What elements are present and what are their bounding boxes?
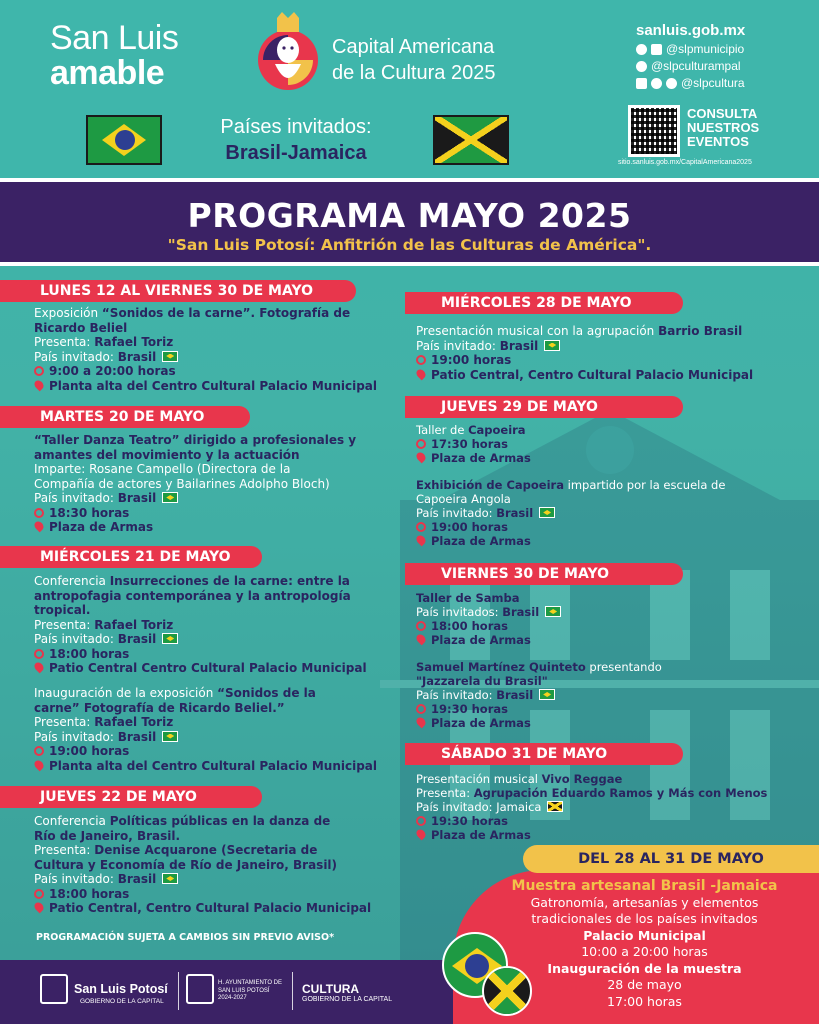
x-icon [651,44,662,55]
day-label: MARTES 20 DE MAYO [40,409,205,425]
event-place: Plaza de Armas [431,716,531,730]
event-text: Compañía de actores y Bailarines Adolpho Bloch) [34,476,330,491]
location-pin-icon [33,758,46,771]
day-label: MIÉRCOLES 21 DE MAYO [40,549,231,565]
website-link[interactable]: sanluis.gob.mx [636,22,746,39]
day-label: SÁBADO 31 DE MAYO [441,746,608,762]
country-label: País invitado: [34,491,118,505]
brazil-flag-icon [545,606,561,617]
footer-divider [178,972,179,1010]
event-place: Plaza de Armas [49,520,154,534]
location-pin-icon [33,901,46,914]
event-text: Inauguración de la exposición [34,686,218,700]
social-row-1[interactable] [636,42,744,56]
event-title: "Jazzarela du Brasil" [416,674,548,688]
event-taller-danza [34,433,356,535]
brazil-flag-icon [539,507,555,518]
event-taller-samba [416,591,561,647]
clock-icon [416,704,426,714]
emblem-icon [255,12,321,96]
feria-title: Muestra artesanal Brasil -Jamaica [511,878,778,894]
feria-desc-2: tradicionales de los países invitados [531,911,758,926]
event-time: 9:00 a 20:00 horas [49,364,176,378]
x-icon [636,78,647,89]
event-place: Plaza de Armas [431,534,531,548]
presenter-label: Presenta: [416,786,474,800]
clock-icon [34,746,44,756]
ayuntamiento-crest-icon [186,974,214,1004]
facebook-icon [636,61,647,72]
presenter-name: Cultura y Economía de Río de Janeiro, Brasil) [34,857,338,872]
event-title: “Sonidos de la carne” [101,306,251,320]
brazil-flag-icon [544,340,560,351]
day-label: JUEVES 29 DE MAYO [441,399,598,415]
footer-ayto-line1: H. AYUNTAMIENTO DE [218,980,283,986]
event-text: Presentación musical con la agrupación [416,324,659,338]
clock-icon [34,366,44,376]
country-value: Brasil [496,506,534,520]
clock-icon [416,439,426,449]
event-text: Capoeira Angola [416,492,511,506]
event-title: Políticas públicas en la danza de [109,814,331,828]
event-time: 18:00 horas [49,646,130,661]
page-title: PROGRAMA MAYO 2025 [187,196,632,235]
event-place: Plaza de Armas [431,633,531,647]
consulta-line2: NUESTROS [687,120,760,135]
brazil-flag-icon [162,351,178,362]
country-label: País invitado: [34,349,118,364]
event-text: Imparte: Rosane Campello (Directora de la [34,462,291,476]
brand-logo [50,20,200,90]
event-inauguracion-sonidos [34,686,377,773]
footer-divider [292,972,293,1010]
event-exhibicion-capoeira [416,478,725,548]
event-time: 19:00 horas [49,744,130,758]
presenter-label: Presenta: [34,715,95,729]
feria-inauguration: Inauguración de la muestra [547,960,742,976]
country-label: País invitado: [34,872,118,886]
event-place: Patio Central, Centro Cultural Palacio Municipal [49,901,372,915]
day-banner-jueves-29 [405,396,683,418]
brazil-flag-icon [162,492,178,503]
footer-ayto-line3: 2024-2027 [218,995,247,1001]
feria-date-banner: DEL 28 AL 31 DE MAYO [523,845,819,873]
event-samuel-martinez [416,660,662,730]
presenter-label: Presenta: [34,843,95,857]
country-value: Brasil [117,872,157,886]
event-text: Conferencia [34,574,110,588]
event-title: “Sonidos de la [217,686,316,700]
event-title: “Taller Danza Teatro” dirigido a profesionales y [34,433,357,447]
brazil-flag-icon [162,731,178,742]
day-label: MIÉRCOLES 28 DE MAYO [441,295,632,311]
event-text: Conferencia [34,814,110,828]
event-time: 17:30 horas [431,437,508,451]
location-pin-icon [33,520,46,533]
social-row-2[interactable] [636,59,741,73]
location-pin-icon [415,633,428,646]
event-conferencia-insurrecciones [34,574,367,676]
event-title: Barrio Brasil [658,324,743,338]
feria-hours: 10:00 a 20:00 horas [581,944,708,959]
qr-url[interactable]: sitio.sanluis.gob.mx/CapitalAmericana2025 [618,159,752,166]
country-value: Brasil [117,349,157,364]
jamaica-round-flag [482,966,532,1016]
footer-ayto-line2: SAN LUIS POTOSÍ [218,987,270,994]
footer-cultura: CULTURA [302,982,360,996]
tiktok-icon [666,78,677,89]
event-title: Insurrecciones de la carne: entre la [109,574,350,588]
day-banner-viernes-30 [405,563,683,585]
clock-icon [34,889,44,899]
day-banner-miercoles-21 [0,546,262,568]
feria-desc-1: Gatronomía, artesanías y elementos [530,894,759,910]
event-place: Planta alta del Centro Cultural Palacio Municipal [49,758,378,773]
country-value: Brasil [117,632,157,646]
brazil-flag-icon [539,689,555,700]
brazil-flag-icon [162,633,178,644]
clock-icon [34,649,44,659]
event-title: tropical. [34,603,91,617]
event-text: presentando [585,660,662,674]
header [0,0,819,178]
jamaica-flag-icon [547,801,563,812]
presenter-name: Agrupación Eduardo Ramos y Más con Menos [473,786,768,800]
location-pin-icon [415,828,428,841]
brand-bottom: amable [50,54,165,92]
feria-place: Palacio Municipal [583,927,706,943]
day-label: LUNES 12 AL VIERNES 30 DE MAYO [40,283,314,299]
country-value: Jamaica [496,800,542,814]
event-time: 19:30 horas [431,702,508,716]
presenter-label: Presenta: [34,617,95,632]
social-handle-3: @slpcultura [681,76,745,90]
capital-line1: Capital Americana [332,36,495,58]
location-pin-icon [415,534,428,547]
city-crest-icon [40,974,68,1004]
event-place: Patio Central Centro Cultural Palacio Municipal [49,661,367,675]
consulta-text [687,107,759,149]
presenter-label: Presenta: [34,335,95,349]
day-banner-jueves-22 [0,786,262,808]
presenter-name: Rafael Toriz [94,617,174,632]
event-time: 18:30 horas [49,505,130,520]
presenter-name: Rafael Toriz [94,335,174,349]
brazil-flag [86,115,162,165]
country-label: País invitado: [34,632,118,646]
event-time: 19:00 horas [431,353,512,367]
footer-slp-sub: GOBIERNO DE LA CAPITAL [80,998,164,1005]
facebook-icon [636,44,647,55]
event-barrio-brasil [416,324,753,382]
country-value: Brasil [502,605,540,619]
country-value: Brasil [496,688,534,702]
country-value: Brasil [117,729,157,744]
event-place: Plaza de Armas [431,828,531,842]
footer-slp: San Luis Potosí [74,982,168,996]
day-label: VIERNES 30 DE MAYO [441,566,610,582]
location-pin-icon [33,378,46,391]
clock-icon [416,816,426,826]
event-title: Taller de Samba [416,591,520,605]
event-title: carne” Fotografía de Ricardo Beliel.” [34,700,285,715]
guests-countries: Brasil-Jamaica [225,142,367,164]
event-place: Patio Central, Centro Cultural Palacio Municipal [431,367,754,382]
event-place: Plaza de Armas [431,451,531,465]
presenter-name: Denise Acquarone (Secretaria de [94,843,318,857]
consulta-line3: EVENTOS [687,134,749,149]
day-banner-lunes [0,280,356,302]
instagram-icon [651,78,662,89]
capital-line2: de la Cultura 2025 [332,62,496,84]
event-sonidos-exposicion [34,306,377,393]
event-conferencia-politicas [34,814,371,916]
location-pin-icon [33,661,46,674]
country-label: País invitado: [416,506,497,520]
clock-icon [416,355,426,365]
brand-top: San Luis [50,19,179,57]
event-vivo-reggae [416,772,767,842]
clock-icon [34,508,44,518]
event-taller-capoeira [416,423,531,465]
country-value: Brasil [117,491,157,505]
event-title: Vivo Reggae [541,772,623,786]
event-title: Capoeira [468,423,526,437]
brazil-flag-icon [162,873,178,884]
country-label: País invitado: [416,688,497,702]
event-title: Río de Janeiro, Brasil. [34,828,181,843]
clock-icon [416,621,426,631]
country-label: País invitado: [34,729,118,744]
feria-date: 28 de mayo [607,977,682,992]
footer-ayuntamiento [218,980,282,1003]
location-pin-icon [415,716,428,729]
consulta-line1: CONSULTA [687,106,758,121]
day-banner-martes [0,406,250,428]
country-label: País invitado: [416,800,497,814]
event-text: Exposición [34,306,102,320]
event-time: 19:30 horas [431,814,508,828]
title-band [0,178,819,266]
social-handle-2: @slpculturampal [651,59,741,73]
day-label: JUEVES 22 DE MAYO [40,789,197,805]
event-time: 18:00 horas [49,886,130,901]
location-pin-icon [415,451,428,464]
jamaica-flag [433,115,509,165]
footer-cultura-sub: GOBIERNO DE LA CAPITAL [302,996,393,1003]
capital-title [332,34,542,86]
page-subtitle: "San Luis Potosí: Anfitrión de las Culturas de América". [167,236,652,254]
event-title: amantes del movimiento y la actuación [34,447,300,462]
day-banner-miercoles-28 [405,292,683,314]
event-place: Planta alta del Centro Cultural Palacio Municipal [49,378,378,393]
event-text: Presentación musical [416,772,542,786]
event-title: Exhibición de Capoeira [416,478,564,492]
country-value: Brasil [499,338,539,353]
social-handle-1: @slpmunicipio [666,42,745,56]
location-pin-icon [415,367,428,380]
clock-icon [416,522,426,532]
country-label: País invitado: [416,338,500,353]
day-banner-sabado-31 [405,743,683,765]
event-title: antropofagia contemporánea y la antropología [34,588,351,603]
presenter-name: Rafael Toriz [94,715,174,729]
event-text: Taller de [416,423,469,437]
social-row-3[interactable] [636,76,745,90]
guests-label: Países invitados: [220,116,372,138]
event-text: impartido por la escuela de [563,478,726,492]
country-label: País invitados: [416,605,503,619]
event-text: . Fotografía de [250,306,351,320]
event-time: 19:00 horas [431,520,508,534]
qr-code[interactable] [628,105,680,157]
event-title: Samuel Martínez Quinteto [416,660,586,674]
event-time: 18:00 horas [431,619,508,633]
feria-time: 17:00 horas [607,993,682,1009]
event-title: Ricardo Beliel [34,320,128,335]
disclaimer-notice: PROGRAMACIÓN SUJETA A CAMBIOS SIN PREVIO AVISO* [36,932,335,943]
